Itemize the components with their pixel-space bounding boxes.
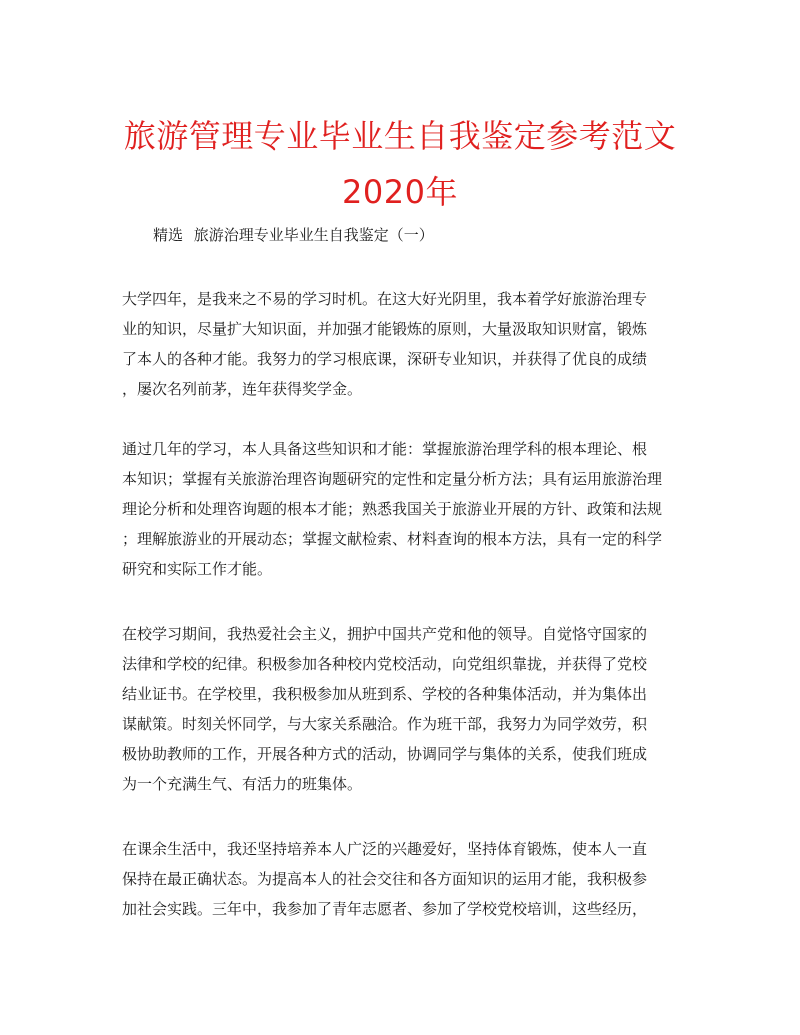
paragraph-line: 法律和学校的纪律。积极参加各种校内党校活动，向党组织靠拢，并获得了党校 <box>122 655 648 673</box>
paragraph-line: 了本人的各种才能。我努力的学习根底课，深研专业知识，并获得了优良的成绩 <box>122 350 648 368</box>
paragraph-line: 研究和实际工作才能。 <box>122 560 273 578</box>
paragraph-line: 在校学习期间，我热爱社会主义，拥护中国共产党和他的领导。自觉恪守国家的 <box>122 625 648 643</box>
document-subtitle: 精选 旅游治理专业毕业生自我鉴定（一） <box>153 226 434 244</box>
paragraph-line: 业的知识，尽量扩大知识面，并加强才能锻炼的原则，大量汲取知识财富，锻炼 <box>122 320 648 338</box>
paragraph-line: ，屡次名列前茅，连年获得奖学金。 <box>122 380 363 398</box>
paragraph-line: 保持在最正确状态。为提高本人的社会交往和各方面知识的运用才能，我积极参 <box>122 870 648 888</box>
paragraph-3 <box>122 619 682 799</box>
paragraph-line: 加社会实践。三年中，我参加了青年志愿者、参加了学校党校培训，这些经历， <box>122 900 648 918</box>
paragraph-line: 本知识；掌握有关旅游治理咨询题研究的定性和定量分析方法；具有运用旅游治理 <box>122 470 663 488</box>
paragraph-line: 通过几年的学习，本人具备这些知识和才能：掌握旅游治理学科的根本理论、根 <box>122 440 648 458</box>
paragraph-line: 理论分析和处理咨询题的根本才能；熟悉我国关于旅游业开展的方针、政策和法规 <box>122 500 663 518</box>
paragraph-line: 谋献策。时刻关怀同学，与大家关系融洽。作为班干部，我努力为同学效劳，积 <box>122 715 648 733</box>
paragraph-line: 大学四年，是我来之不易的学习时机。在这大好光阴里，我本着学好旅游治理专 <box>122 290 648 308</box>
document-title: 旅游管理专业毕业生自我鉴定参考范文2020年 <box>123 117 677 211</box>
paragraph-line: 在课余生活中，我还坚持培养本人广泛的兴趣爱好，坚持体育锻炼，使本人一直 <box>122 840 648 858</box>
paragraph-2 <box>122 434 682 584</box>
paragraph-line: ；理解旅游业的开展动态；掌握文献检索、材料查询的根本方法，具有一定的科学 <box>122 530 663 548</box>
paragraph-4 <box>122 834 682 924</box>
paragraph-1 <box>122 284 682 404</box>
paragraph-line: 极协助教师的工作，开展各种方式的活动，协调同学与集体的关系，使我们班成 <box>122 745 648 763</box>
paragraph-line: 为一个充满生气、有活力的班集体。 <box>122 775 363 793</box>
paragraph-line: 结业证书。在学校里，我积极参加从班到系、学校的各种集体活动，并为集体出 <box>122 685 648 703</box>
